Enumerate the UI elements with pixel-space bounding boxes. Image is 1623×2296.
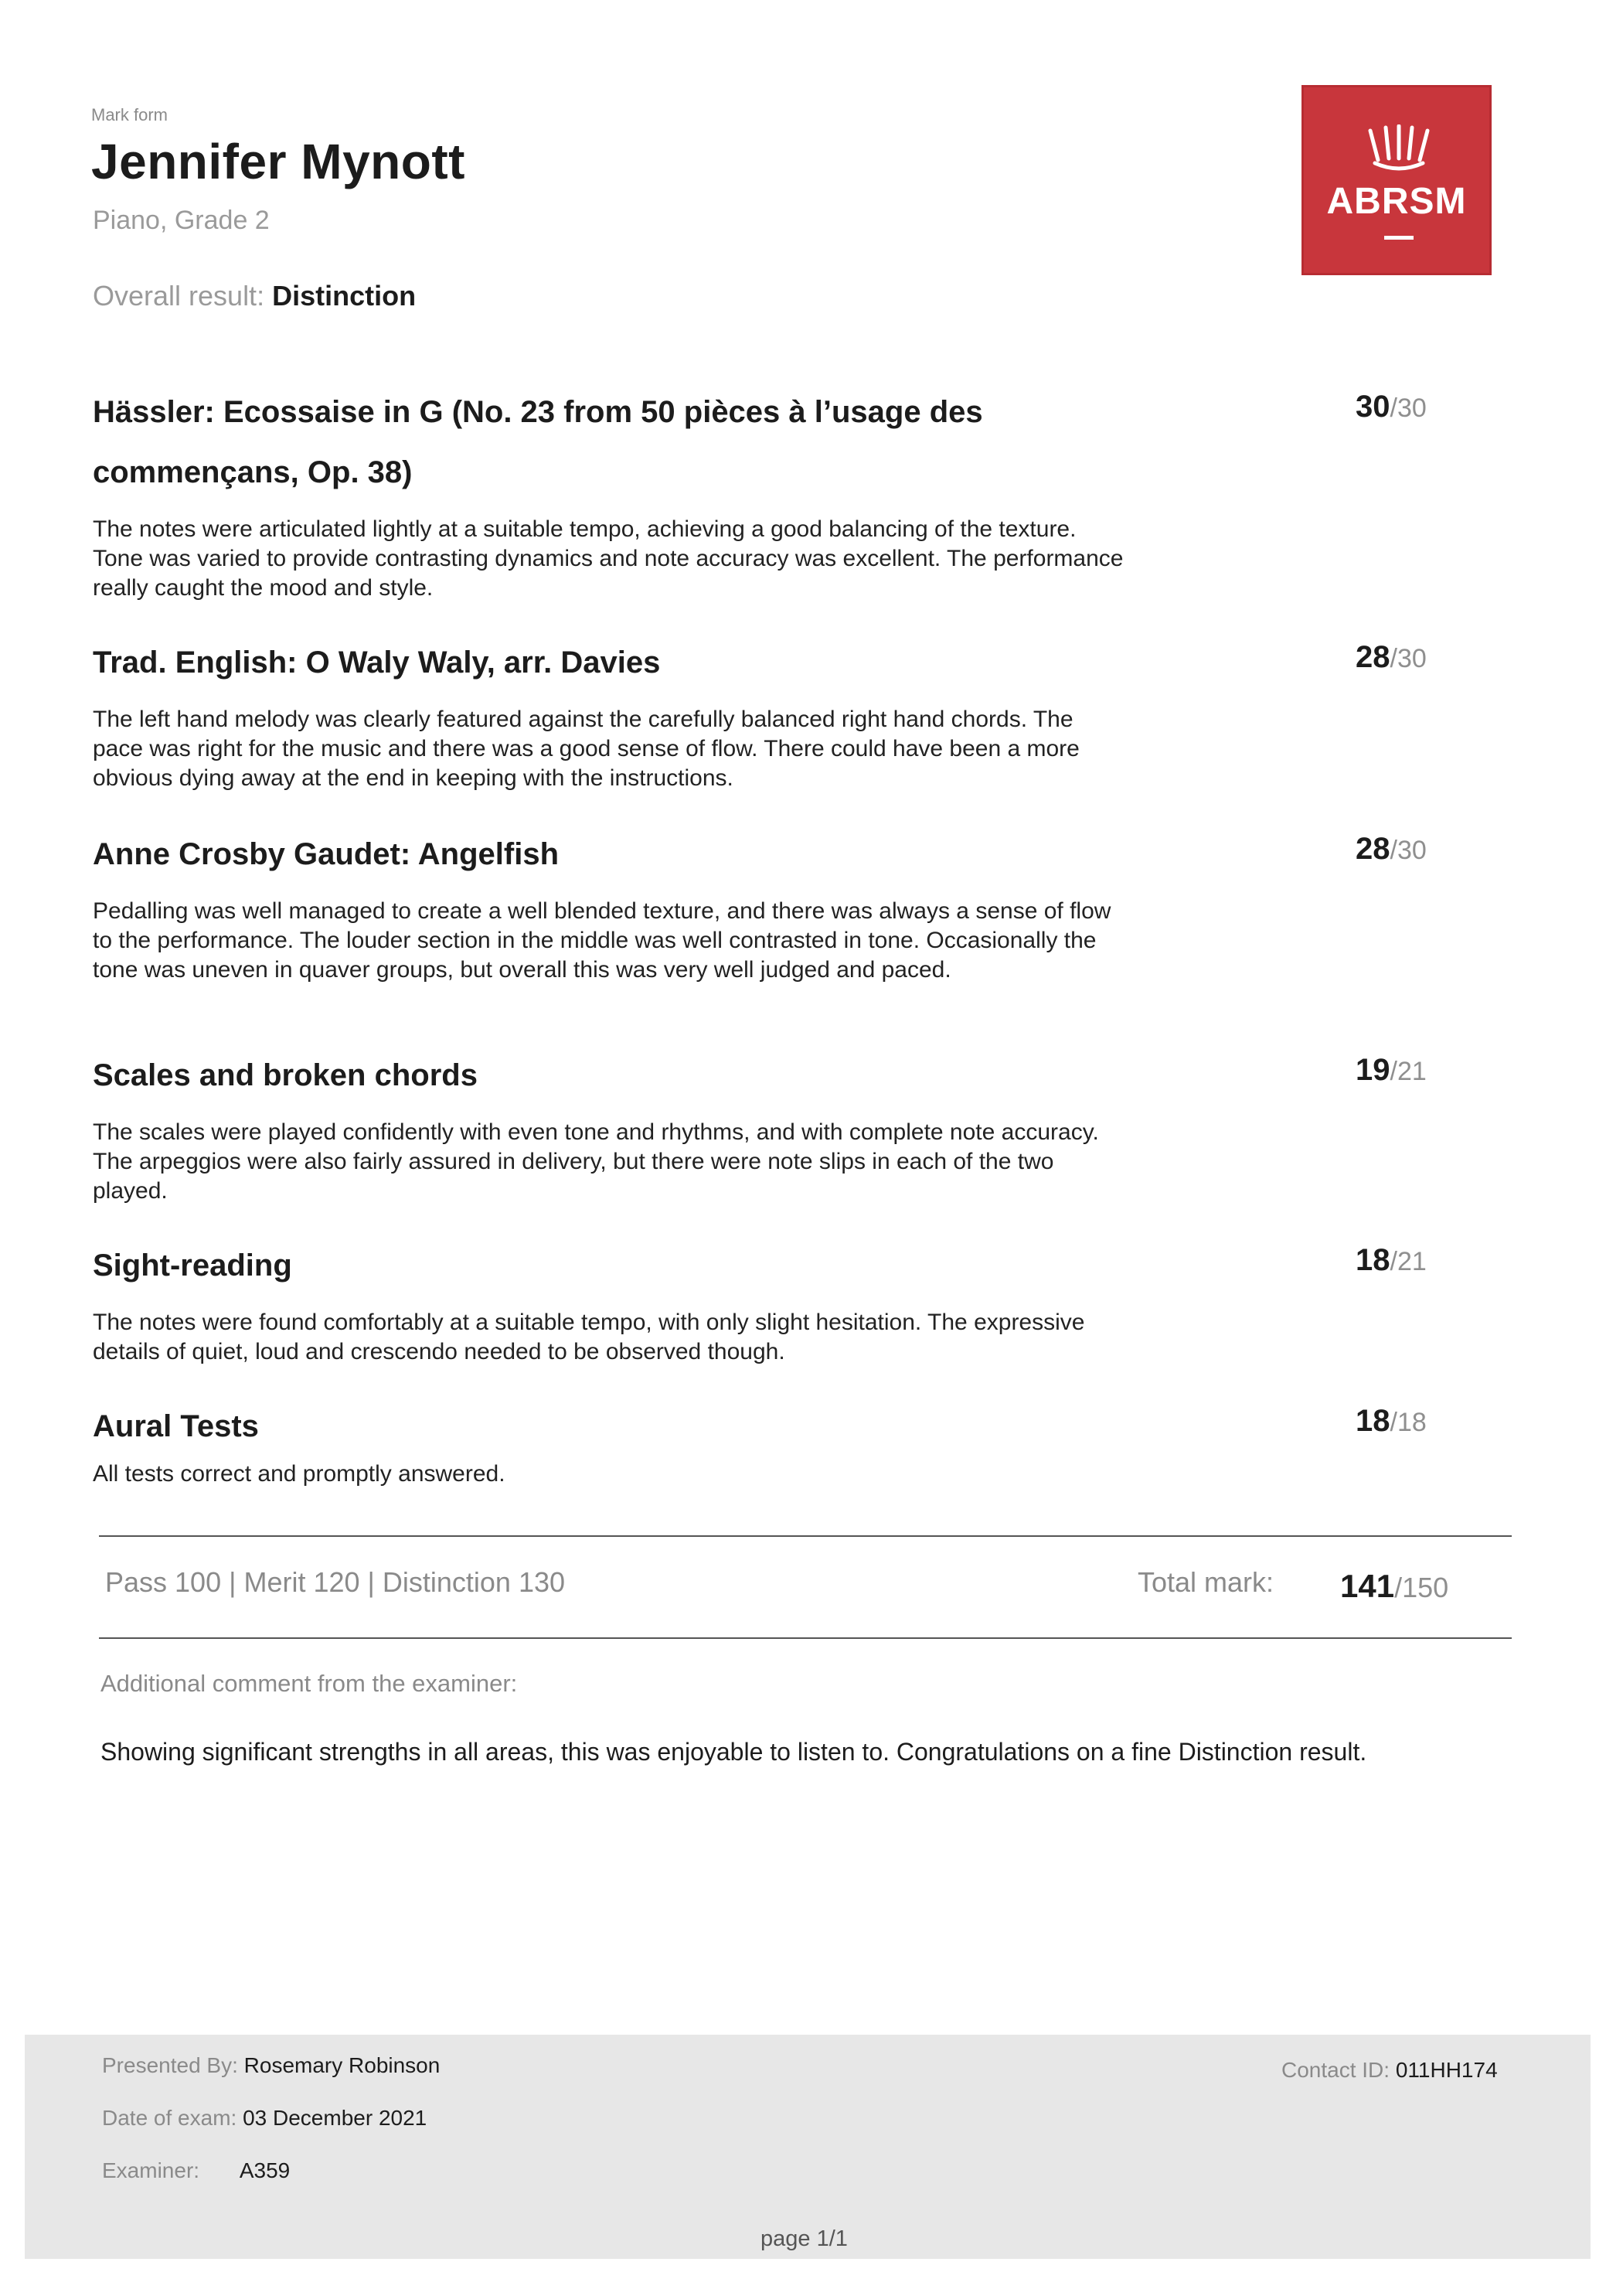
section-title: Scales and broken chords: [93, 1058, 478, 1092]
section-score: [1356, 1243, 1427, 1278]
total-score: 141: [1340, 1568, 1395, 1604]
exam-date-value: 03 December 2021: [243, 2106, 427, 2130]
score-value: 30: [1356, 390, 1390, 424]
exam-date: [102, 2106, 427, 2131]
additional-comment-text: Showing significant strengths in all areas, this was enjoyable to listen to. Congratulations on a fine Distinction result.: [100, 1738, 1367, 1766]
score-value: 19: [1356, 1053, 1390, 1087]
candidate-name: Jennifer Mynott: [91, 134, 465, 189]
score-max: /30: [1390, 836, 1427, 865]
contact-id-label: Contact ID:: [1281, 2058, 1390, 2082]
overall-result-value: Distinction: [272, 280, 417, 312]
grade-thresholds: Pass 100 | Merit 120 | Distinction 130: [105, 1566, 566, 1598]
score-max: /18: [1390, 1408, 1427, 1437]
abrsm-logo: [1301, 85, 1492, 275]
score-value: 28: [1356, 640, 1390, 674]
presented-by-value: Rosemary Robinson: [243, 2053, 441, 2077]
score-value: 28: [1356, 832, 1390, 866]
section-score: [1356, 390, 1427, 424]
total-max: /150: [1394, 1572, 1449, 1603]
presented-by-label: Presented By:: [102, 2053, 238, 2077]
score-max: /30: [1390, 393, 1427, 423]
footer-panel: [25, 2035, 1591, 2259]
score-max: /21: [1390, 1247, 1427, 1276]
overall-result: [93, 280, 416, 312]
section-piece-c: [93, 824, 1438, 985]
logo-bar: [1384, 236, 1414, 240]
section-comment: All tests correct and promptly answered.: [93, 1461, 505, 1487]
presented-by: [102, 2053, 440, 2078]
section-comment: The notes were found comfortably at a suitable tempo, with only slight hesitation. The expressive details of quiet, loud and crescendo needed to be observed though.: [93, 1310, 1085, 1364]
exam-date-label: Date of exam:: [102, 2106, 237, 2130]
section-piece-b: [93, 632, 1438, 793]
section-title: Anne Crosby Gaudet: Angelfish: [93, 837, 560, 871]
section-score: [1356, 1404, 1427, 1439]
section-comment: The notes were articulated lightly at a suitable tempo, achieving a good balancing of the texture. Tone was varied to provide contrasting dynamics and note accuracy was excellent. The performance really caught the mood and style.: [93, 516, 1124, 601]
score-max: /30: [1390, 644, 1427, 673]
contact-id-value: 011HH174: [1395, 2058, 1498, 2082]
contact-id: [1281, 2058, 1498, 2083]
examiner-value: A359: [239, 2158, 291, 2182]
total-mark-label: Total mark:: [1138, 1566, 1274, 1598]
crown-icon: [1364, 124, 1434, 175]
mark-form-label: Mark form: [91, 105, 168, 124]
examiner: [102, 2158, 290, 2183]
section-piece-a: [93, 382, 1438, 603]
divider-bottom: [99, 1637, 1512, 1639]
score-value: 18: [1356, 1243, 1390, 1277]
section-title: Trad. English: O Waly Waly, arr. Davies: [93, 646, 661, 680]
section-aural-tests: [93, 1396, 1438, 1489]
section-score: [1356, 832, 1427, 867]
section-score: [1356, 640, 1427, 675]
page-number: page 1/1: [760, 2226, 848, 2251]
subject-grade: Piano, Grade 2: [93, 206, 270, 235]
section-title: Sight-reading: [93, 1248, 292, 1283]
score-max: /21: [1390, 1057, 1427, 1086]
examiner-label: Examiner:: [102, 2158, 200, 2182]
section-title: Hässler: Ecossaise in G (No. 23 from 50 pièces à l’usage des commençans, Op. 38): [93, 395, 983, 489]
total-mark-value: [1340, 1568, 1448, 1605]
overall-result-label: Overall result:: [93, 280, 265, 312]
section-score: [1356, 1053, 1427, 1088]
section-comment: Pedalling was well managed to create a well blended texture, and there was always a sense of flow to the performance. The louder section in the middle was well contrasted in tone. Occasionally the tone was uneven in quaver groups, but overall this was very well judged and paced.: [93, 898, 1111, 983]
score-value: 18: [1356, 1404, 1390, 1438]
logo-text: ABRSM: [1326, 181, 1467, 222]
section-comment: The scales were played confidently with even tone and rhythms, and with complete note accuracy. The arpeggios were also fairly assured in delivery, but there were note slips in each of the two played.: [93, 1119, 1099, 1204]
additional-comment-label: Additional comment from the examiner:: [100, 1670, 518, 1697]
section-scales: [93, 1045, 1438, 1206]
section-sight-reading: [93, 1235, 1438, 1367]
divider-top: [99, 1535, 1512, 1537]
section-comment: The left hand melody was clearly featured against the carefully balanced right hand chords. The pace was right for the music and there was a good sense of flow. There could have been a more obvious dying away at the end in keeping with the instructions.: [93, 707, 1080, 791]
section-title: Aural Tests: [93, 1409, 259, 1443]
